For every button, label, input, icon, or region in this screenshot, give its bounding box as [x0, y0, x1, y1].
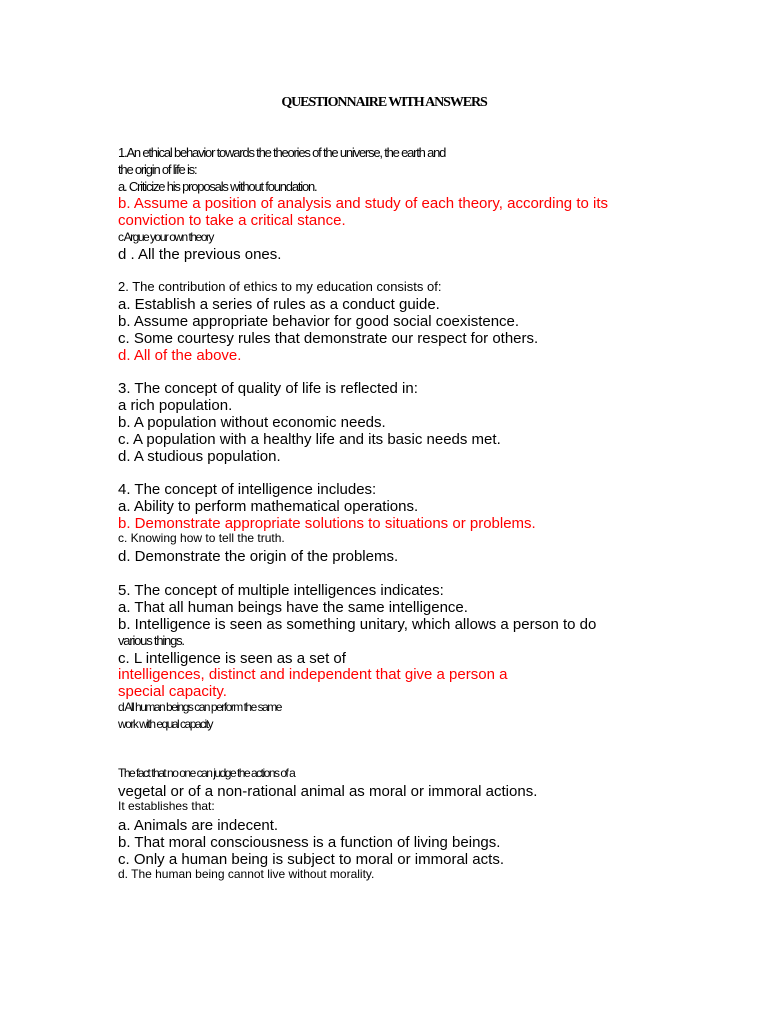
q6-question-line-1: The fact that no one can judge the actions of a	[118, 766, 295, 780]
q5-option-d: d All human beings can perform the same	[118, 700, 281, 714]
q5-option-c-answer: intelligences, distinct and independent that give a person a	[118, 666, 508, 683]
q1-option-a: a. Criticize his proposals without foundation.	[118, 179, 317, 194]
q3-option-a: a rich population.	[118, 397, 233, 414]
q1-option-d: d . All the previous ones.	[118, 246, 282, 263]
q1-option-b-answer-cont: conviction to take a critical stance.	[118, 212, 346, 229]
q6-option-c: c. Only a human being is subject to moral or immoral acts.	[118, 851, 504, 868]
q6-option-b: b. That moral consciousness is a function of living beings.	[118, 834, 501, 851]
q2-option-a: a. Establish a series of rules as a conduct guide.	[118, 296, 440, 313]
q3-question: 3. The concept of quality of life is reflected in:	[118, 380, 418, 397]
q5-option-c: c. L intelligence is seen as a set of	[118, 650, 346, 667]
q3-option-c: c. A population with a healthy life and its basic needs met.	[118, 431, 501, 448]
q1-option-b-answer: b. Assume a position of analysis and study of each theory, according to its	[118, 195, 608, 212]
q5-option-a: a. That all human beings have the same intelligence.	[118, 599, 468, 616]
q5-option-b-cont: various things.	[118, 633, 184, 648]
q4-option-d: d. Demonstrate the origin of the problems.	[118, 548, 399, 565]
q5-option-c-answer-cont: special capacity.	[118, 683, 227, 700]
q3-option-d: d. A studious population.	[118, 448, 281, 465]
q2-option-b: b. Assume appropriate behavior for good social coexistence.	[118, 313, 520, 330]
q1-question-line-1: 1.An ethical behavior towards the theories of the universe, the earth and	[118, 145, 446, 160]
q4-option-c: c. Knowing how to tell the truth.	[118, 531, 285, 545]
page-title: QUESTIONNAIRE WITH ANSWERS	[281, 95, 487, 110]
q6-question-line-3: It establishes that:	[118, 799, 215, 813]
q6-option-d: d. The human being cannot live without morality.	[118, 867, 375, 881]
q5-option-b: b. Intelligence is seen as something unitary, which allows a person to do	[118, 616, 597, 633]
q2-option-c: c. Some courtesy rules that demonstrate our respect for others.	[118, 330, 539, 347]
q2-question: 2. The contribution of ethics to my education consists of:	[118, 279, 442, 294]
q6-question-line-2: vegetal or of a non-rational animal as moral or immoral actions.	[118, 783, 538, 800]
q4-option-b-answer: b. Demonstrate appropriate solutions to situations or problems.	[118, 515, 536, 532]
q4-option-a: a. Ability to perform mathematical operations.	[118, 498, 419, 515]
q4-question: 4. The concept of intelligence includes:	[118, 481, 377, 498]
q2-option-d-answer: d. All of the above.	[118, 347, 242, 364]
q5-question: 5. The concept of multiple intelligences indicates:	[118, 582, 444, 599]
q1-question-line-2: the origin of life is:	[118, 162, 197, 177]
q1-option-c: c Argue your own theory	[118, 230, 213, 244]
q3-option-b: b. A population without economic needs.	[118, 414, 386, 431]
q6-option-a: a. Animals are indecent.	[118, 817, 279, 834]
q5-option-d-cont: work with equal capacity	[118, 717, 213, 731]
